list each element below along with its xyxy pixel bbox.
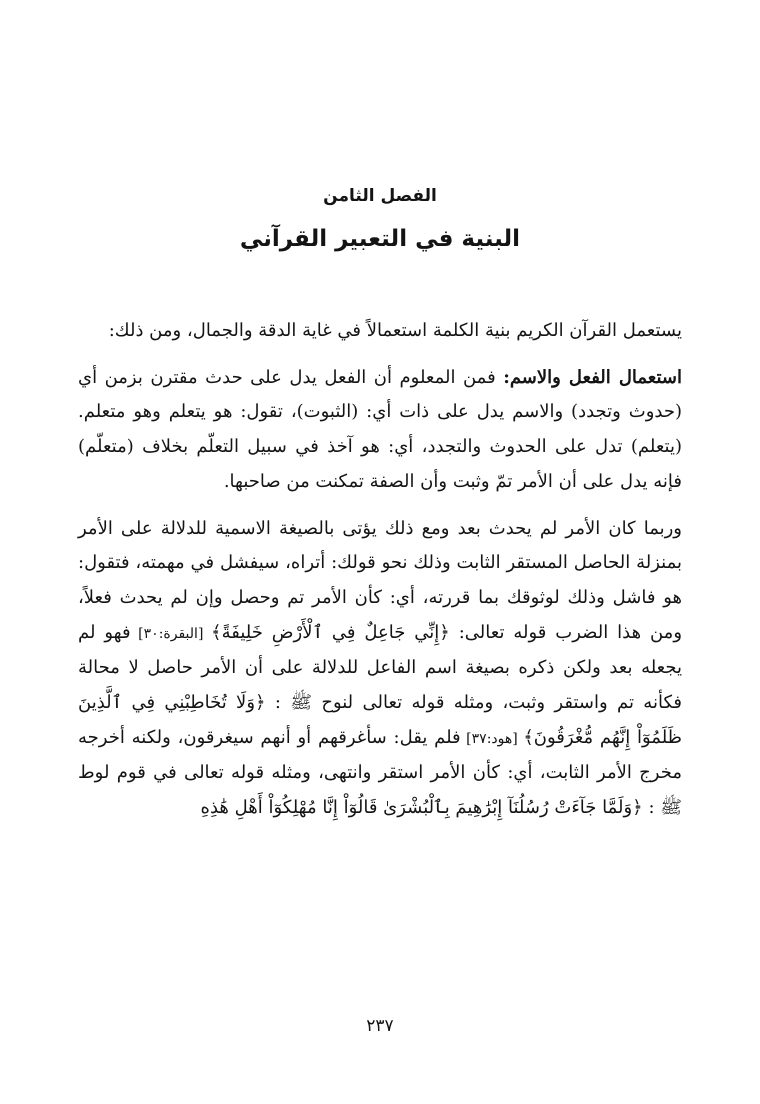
body-text — [78, 314, 682, 838]
quran-verse-2: ﴿وَلَا تُخَاطِبْنِي فِي ٱلَّذِينَ ظَلَمُوٓاْ إِنَّهُم مُّغْرَقُونَ﴾ — [78, 692, 682, 748]
paragraph-text-part-2: فهو لم يجعله بعد ولكن ذكره بصيغة اسم الفاعل للدلالة على أن الأمر حاصل لا محالة فكأنه تم واستقر وثبت، ومثله قوله تعالى لنوح ﷺ : — [78, 621, 682, 714]
paragraph-text-part-3: فلم يقل: سأغرقهم أو أنهم سيغرقون، ولكنه أخرجه مخرج الأمر الثابت، أي: كأن الأمر استقر وانتهى، ومثله قوله تعالى في قوم لوط ﷺ : — [78, 726, 682, 819]
page-number: ٢٣٧ — [366, 1016, 394, 1036]
paragraph-text-part-1: وربما كان الأمر لم يحدث بعد ومع ذلك يؤتى بالصيغة الاسمية للدلالة على الأمر بمنزلة الحاصل المستقر الثابت وذلك نحو قولك: أتراه، سيفشل في مهمته، فتقول: هو فاشل وذلك لوثوقك بما قررته، أي: كأن الأمر تم وحصل وإن لم يحدث فعلاً، ومن هذا الضرب قوله تعالى: — [78, 517, 683, 643]
paragraph-text: فمن المعلوم أن الفعل يدل على حدث مقترن بزمن أي (حدوث وتجدد) والاسم يدل على ذات أي: (الثبوت)، تقول: هو يتعلم وهو متعلم. (يتعلم) تدل على الحدوث والتجدد، أي: هو آخذ في سبيل التعلّم بخلاف (متعلّم) فإنه يدل على أن الأمر تمّ وثبت وأن الصفة تمكنت من صاحبها. — [78, 366, 682, 492]
quran-verse-3: ﴿وَلَمَّا جَآءَتْ رُسُلُنَآ إِبْرَٰهِيمَ بِٱلْبُشْرَىٰ قَالُوٓاْ إِنَّا مُهْلِكُوٓاْ أَهْلِ هَٰذِهِ — [200, 797, 643, 819]
paragraph-verb-noun — [78, 361, 682, 500]
paragraph-intro: يستعمل القرآن الكريم بنية الكلمة استعمالاً في غاية الدقة والجمال، ومن ذلك: — [108, 320, 682, 341]
quran-verse-1: ﴿إِنِّي جَاعِلٌ فِي ٱلْأَرْضِ خَلِيفَةً﴾ — [211, 621, 450, 643]
verse-reference-2: [هود:٣٧] — [460, 730, 524, 747]
verse-reference-1: [البقرة:٣٠] — [130, 625, 212, 642]
paragraph-lead-heading: استعمال الفعل والاسم: — [503, 366, 682, 388]
chapter-label: الفصل الثامن — [323, 186, 437, 206]
paragraph-examples — [78, 512, 682, 826]
chapter-title: البنية في التعبير القرآني — [239, 226, 521, 252]
